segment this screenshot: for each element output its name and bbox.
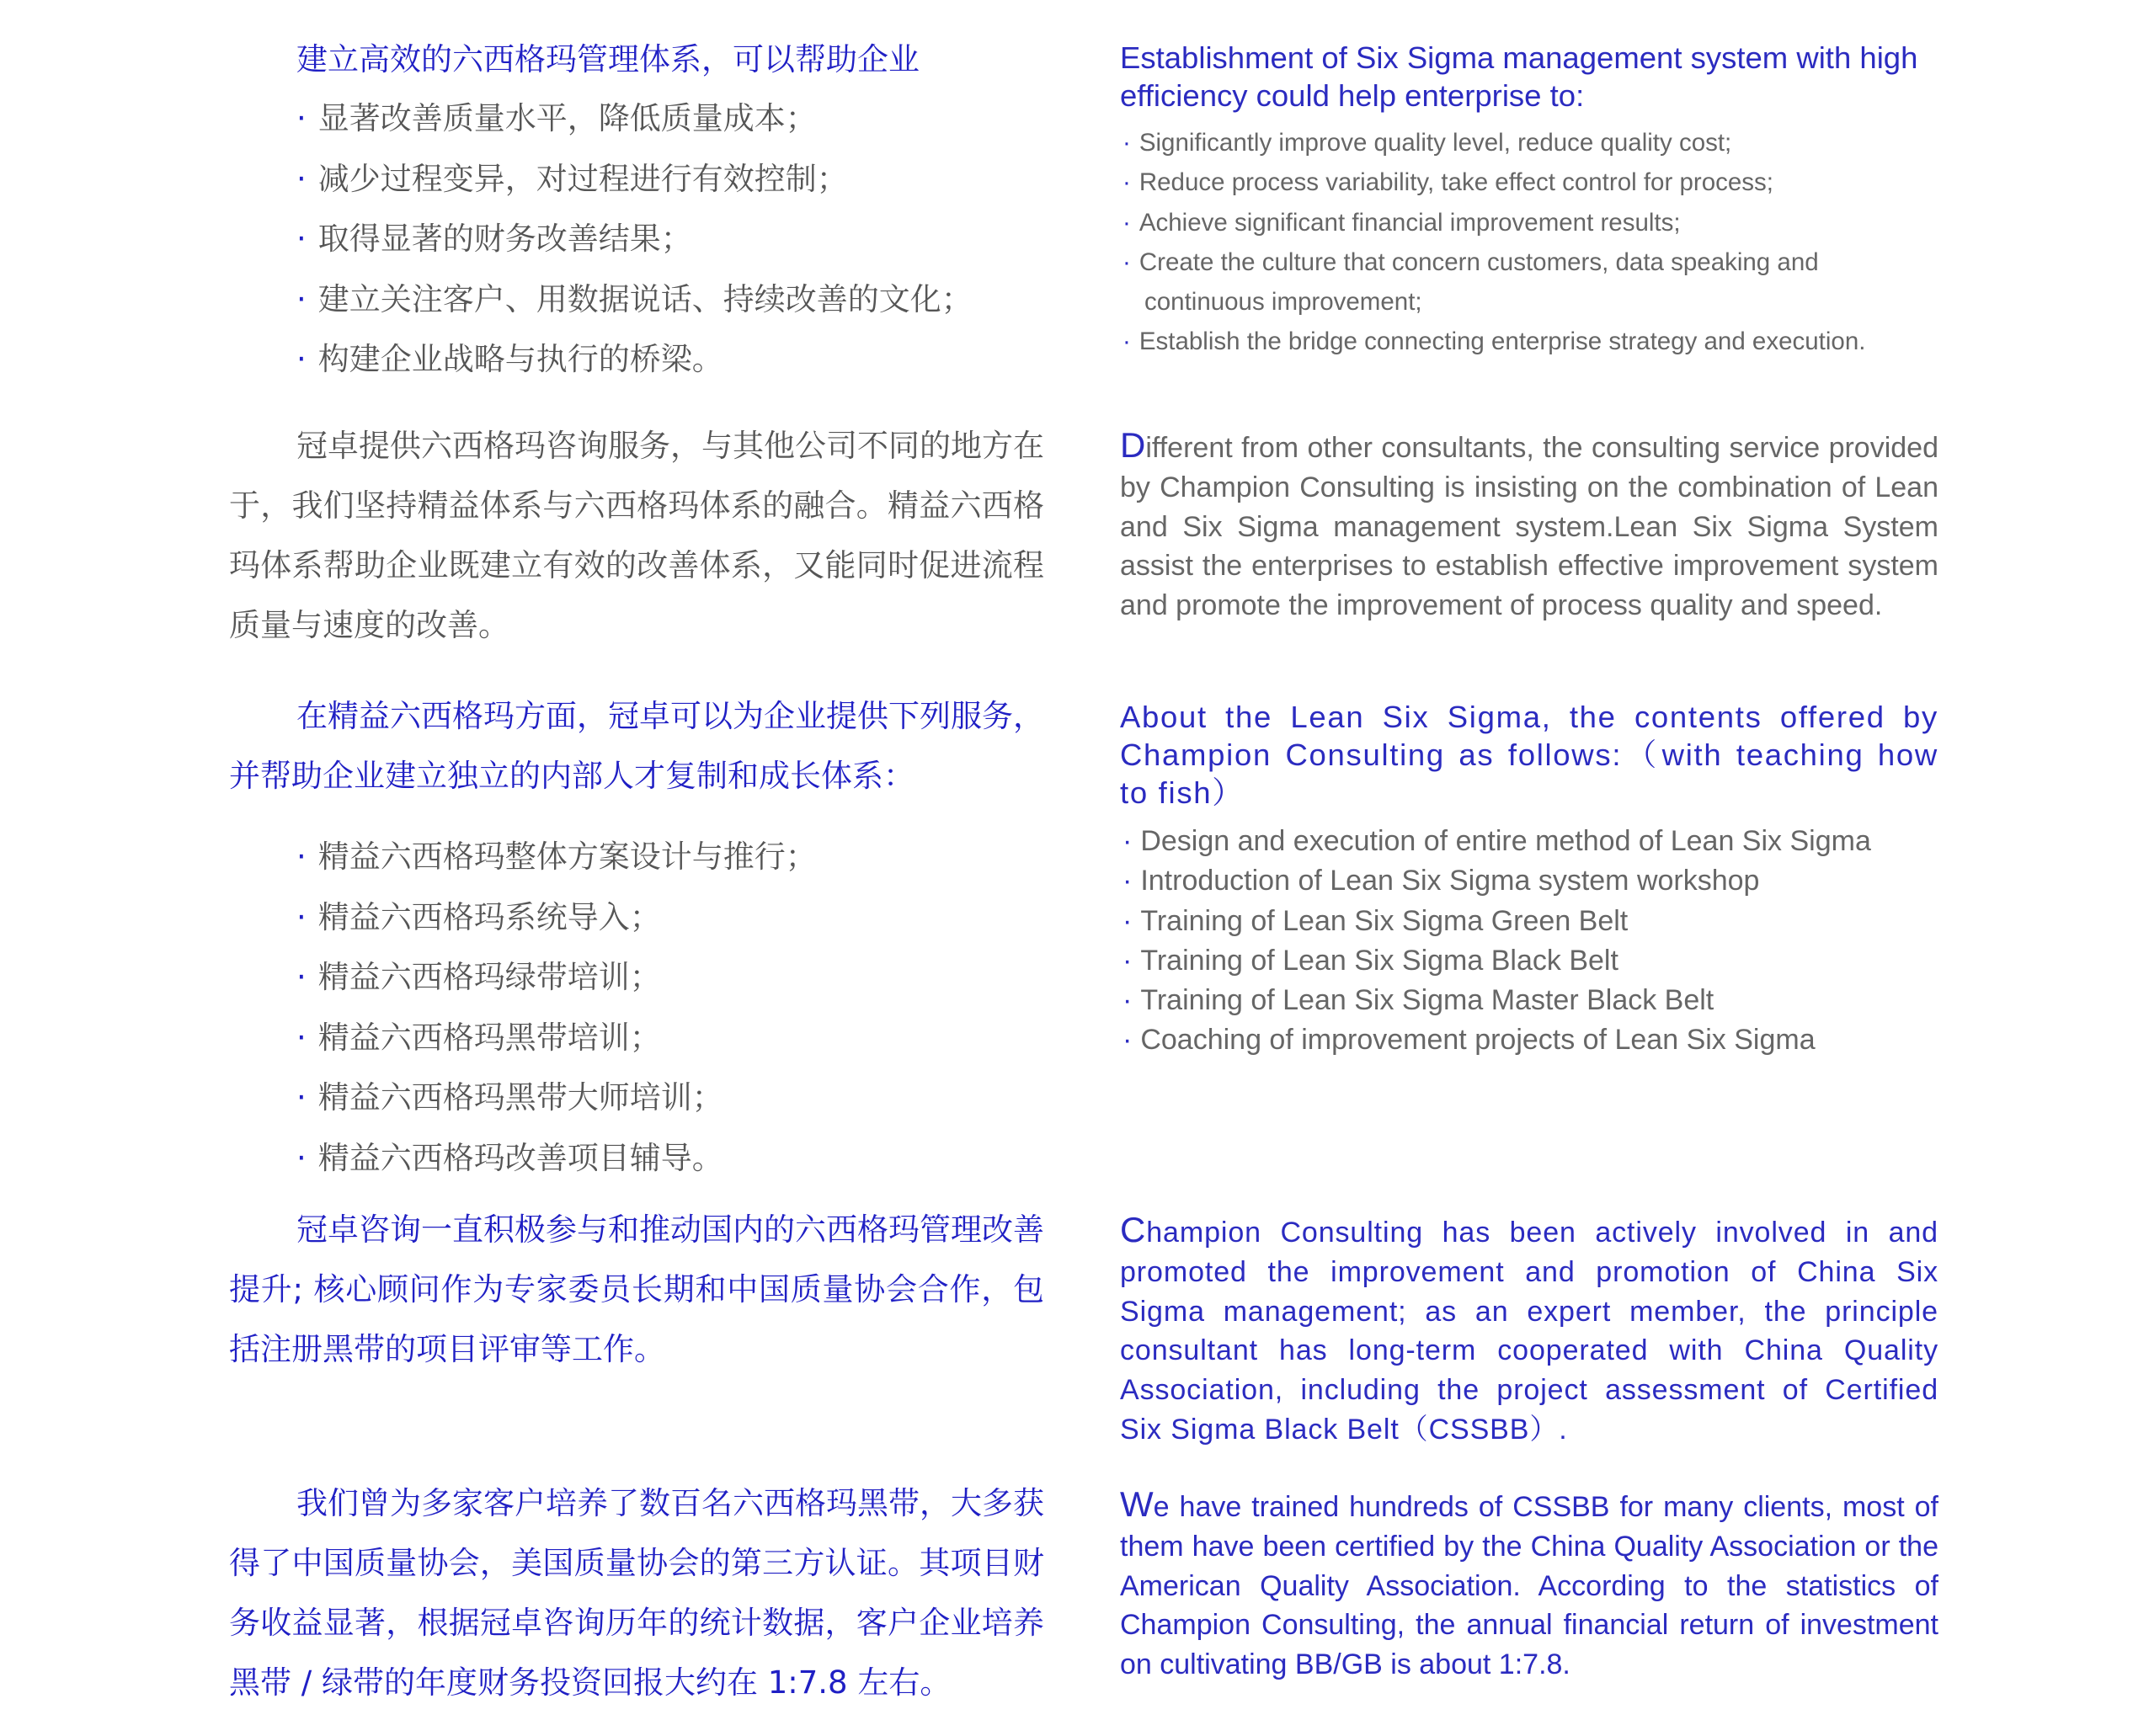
bullet-icon: · [296, 898, 307, 935]
list-item: · 显著改善质量水平，降低质量成本； [296, 100, 817, 136]
bullet-icon: · [296, 221, 307, 257]
en-services-list [1122, 822, 1941, 1061]
bullet-icon: · [1122, 129, 1131, 157]
bullet-icon: · [1122, 904, 1133, 937]
zh-training-paragraph: 我们曾为多家客户培养了数百名六西格玛黑带，大多获得了中国质量协会，美国质量协会的第三方认证。其项目财务收益显著，根据冠卓咨询历年的统计数据，客户企业培养黑带 / 绿带的年度财务投资回报大约在 1:7.8 左右。 [229, 1485, 1044, 1701]
list-item: · Reduce process variability, take effect control for process; [1122, 168, 1773, 197]
list-item: · 精益六西格玛黑带大师培训； [296, 1079, 723, 1116]
zh-benefits-list [296, 88, 1054, 390]
list-item: · Establish the bridge connecting enterprise strategy and execution. [1122, 327, 1866, 356]
zh-intro-heading: 建立高效的六西格玛管理体系，可以帮助企业 [296, 41, 920, 77]
list-item: · Training of Lean Six Sigma Black Belt [1122, 944, 1618, 977]
list-item: · Training of Lean Six Sigma Master Black Belt [1122, 984, 1714, 1017]
list-item: · Achieve significant financial improvement results; [1122, 208, 1681, 237]
list-item: · 取得显著的财务改善结果； [296, 221, 692, 257]
list-item: · 构建企业战略与执行的桥梁。 [296, 341, 723, 377]
bullet-icon: · [296, 341, 307, 377]
list-item: · 精益六西格玛改善项目辅导。 [296, 1139, 723, 1176]
bullet-icon: · [296, 100, 307, 136]
list-item: · Design and execution of entire method of Lean Six Sigma [1122, 825, 1871, 857]
zh-difference-paragraph: 冠卓提供六西格玛咨询服务，与其他公司不同的地方在于，我们坚持精益体系与六西格玛体系的融合。精益六西格玛体系帮助企业既建立有效的改善体系，又能同时促进流程质量与速度的改善。 [229, 428, 1044, 643]
bullet-icon: · [1122, 825, 1133, 857]
zh-services-heading: 在精益六西格玛方面，冠卓可以为企业提供下列服务，并帮助企业建立独立的内部人才复制和成长体系： [229, 698, 1044, 794]
list-item: · Create the culture that concern customers, data speaking and [1122, 248, 1819, 276]
drop-cap: D [1120, 425, 1146, 465]
zh-involvement-paragraph: 冠卓咨询一直积极参与和推动国内的六西格玛管理改善提升; 核心顾问作为专家委员长期和中国质量协会合作，包括注册黑带的项目评审等工作。 [229, 1211, 1044, 1367]
zh-services-list [296, 827, 1054, 1188]
list-item: · Significantly improve quality level, reduce quality cost; [1122, 129, 1732, 157]
bullet-icon: · [296, 160, 307, 197]
list-item: · 精益六西格玛黑带培训； [296, 1019, 661, 1056]
list-item: · 建立关注客户、用数据说话、持续改善的文化； [296, 280, 973, 317]
bullet-icon: · [296, 959, 307, 995]
list-item: · 减少过程变异，对过程进行有效控制； [296, 160, 848, 197]
en-services-heading: About the Lean Six Sigma, the contents offered by Champion Consulting as follows:（with teaching how to fish） [1120, 700, 1938, 810]
drop-cap: C [1120, 1210, 1147, 1249]
bullet-icon: · [1122, 1024, 1133, 1057]
bullet-icon: · [1122, 984, 1133, 1017]
list-item: · 精益六西格玛系统导入； [296, 898, 661, 935]
bullet-icon: · [1122, 944, 1133, 977]
en-intro-heading: Establishment of Six Sigma management system with high efficiency could help enterprise to: [1120, 40, 1918, 113]
en-involvement-paragraph: Champion Consulting has been actively involved in and promoted the improvement and promotion of China Six Sigma management; as an expert member, the principle consultant has long-term cooperated with China Quality Association, including the project assessment of Certified Six Sigma Black Belt（CSSBB）. [1120, 1210, 1938, 1446]
en-training-paragraph: We have trained hundreds of CSSBB for many clients, most of them have been certified by the China Quality Association or the American Quality Association. According to the statistics of Champion Consulting, the annual financial return of investment on cultivating BB/GB is about 1:7.8. [1120, 1484, 1938, 1681]
list-item: · Introduction of Lean Six Sigma system workshop [1122, 865, 1760, 897]
en-benefits-list [1122, 123, 1941, 362]
list-item: · Coaching of improvement projects of Lean Six Sigma [1122, 1024, 1816, 1057]
list-item: · 精益六西格玛整体方案设计与推行； [296, 839, 817, 875]
list-item: · 精益六西格玛绿带培训； [296, 959, 661, 995]
bullet-icon: · [1122, 248, 1131, 276]
bullet-icon: · [1122, 168, 1131, 197]
bullet-icon: · [296, 280, 307, 317]
en-difference-paragraph: Different from other consultants, the consulting service provided by Champion Consulting is insisting on the combination of Lean and Six Sigma management system.Lean Six Sigma System assist the enterprises to establish effective improvement system and promote the improvement of process quality and speed. [1120, 425, 1938, 622]
bullet-icon: · [296, 839, 307, 875]
bullet-icon: · [296, 1019, 307, 1056]
list-item-continuation: continuous improvement; [1144, 288, 1422, 317]
bullet-icon: · [1122, 865, 1133, 897]
list-item: · Training of Lean Six Sigma Green Belt [1122, 904, 1629, 937]
bullet-icon: · [1122, 208, 1131, 237]
drop-cap: W [1120, 1484, 1154, 1524]
bullet-icon: · [296, 1079, 307, 1116]
bullet-icon: · [296, 1139, 307, 1176]
bullet-icon: · [1122, 327, 1131, 356]
